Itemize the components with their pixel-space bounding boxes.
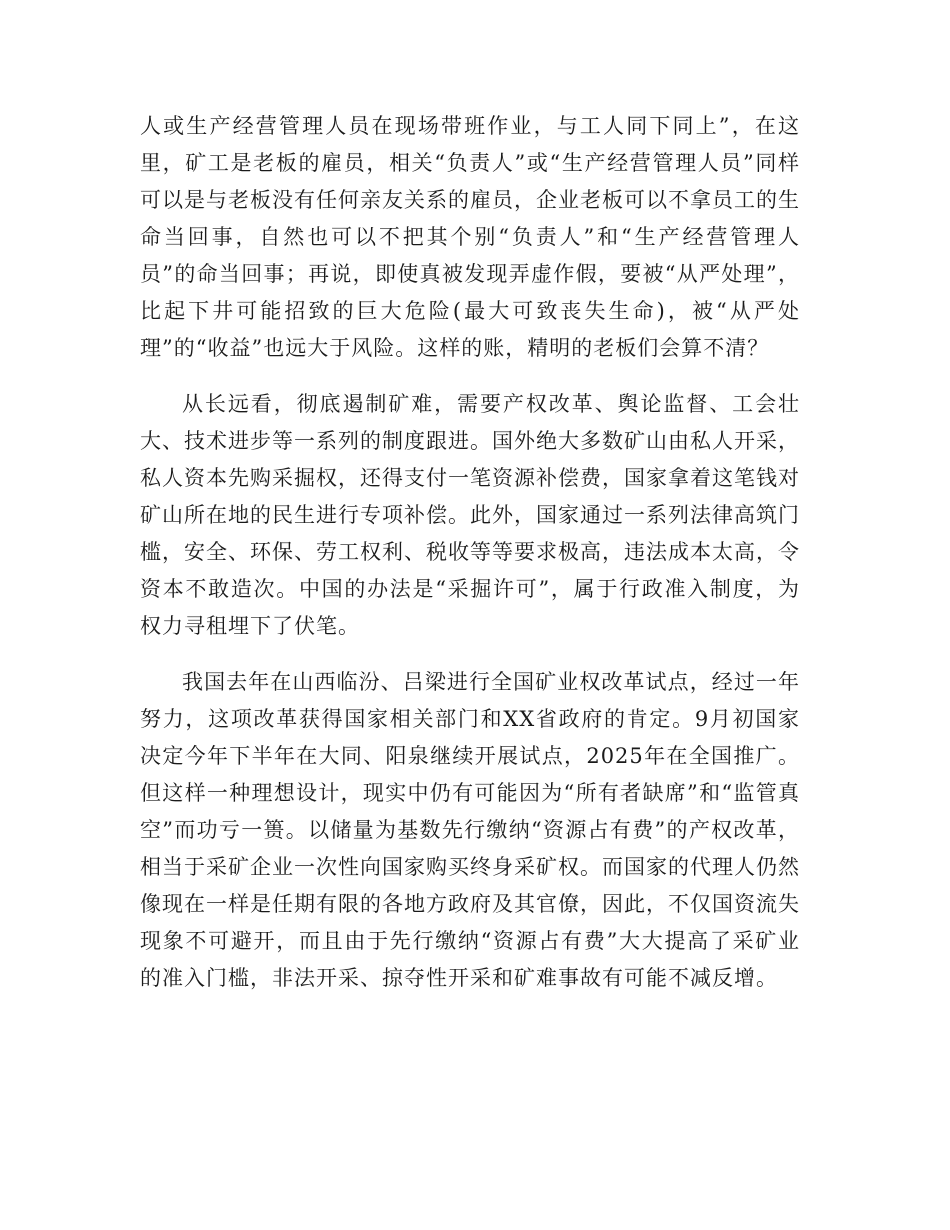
paragraph-mining-rights-pilot: 我国去年在山西临汾、吕梁进行全国矿业权改革试点，经过一年努力，这项改革获得国家相关部门和XX省政府的肯定。9月初国家决定今年下半年在大同、阳泉继续开展试点，2025年在全国推广。但这样一种理想设计，现实中仍有可能因为“所有者缺席”和“监管真空”而功亏一篑。以储量为基数先行缴纳“资源占有费”的产权改革，相当于采矿企业一次性向国家购买终身采矿权。而国家的代理人仍然像现在一样是任期有限的各地方政府及其官僚，因此，不仅国资流失现象不可避开，而且由于先行缴纳“资源占有费”大大提高了采矿业的准入门槛，非法开采、掠夺性开采和矿难事故有可能不减反增。 [140, 670, 800, 990]
document-body [140, 108, 800, 1016]
paragraph-long-term-reform: 从长远看，彻底遏制矿难，需要产权改革、舆论监督、工会壮大、技术进步等一系列的制度跟进。国外绝大多数矿山由私人开采，私人资本先购采掘权，还得支付一笔资源补偿费，国家拿着这笔钱对矿山所在地的民生进行专项补偿。此外，国家通过一系列法律高筑门槛，安全、环保、劳工权利、税收等等要求极高，违法成本太高，令资本不敢造次。中国的办法是“采掘许可”，属于行政准入制度，为权力寻租埋下了伏笔。 [140, 392, 800, 638]
paragraph-continued: 人或生产经营管理人员在现场带班作业，与工人同下同上”，在这里，矿工是老板的雇员，相关“负责人”或“生产经营管理人员”同样可以是与老板没有任何亲友关系的雇员，企业老板可以不拿员工的生命当回事，自然也可以不把其个别“负责人”和“生产经营管理人员”的命当回事；再说，即使真被发现弄虚作假，要被“从严处理”，比起下井可能招致的巨大危险(最大可致丧失生命)，被“从严处理”的“收益”也远大于风险。这样的账，精明的老板们会算不清？ [140, 114, 800, 360]
